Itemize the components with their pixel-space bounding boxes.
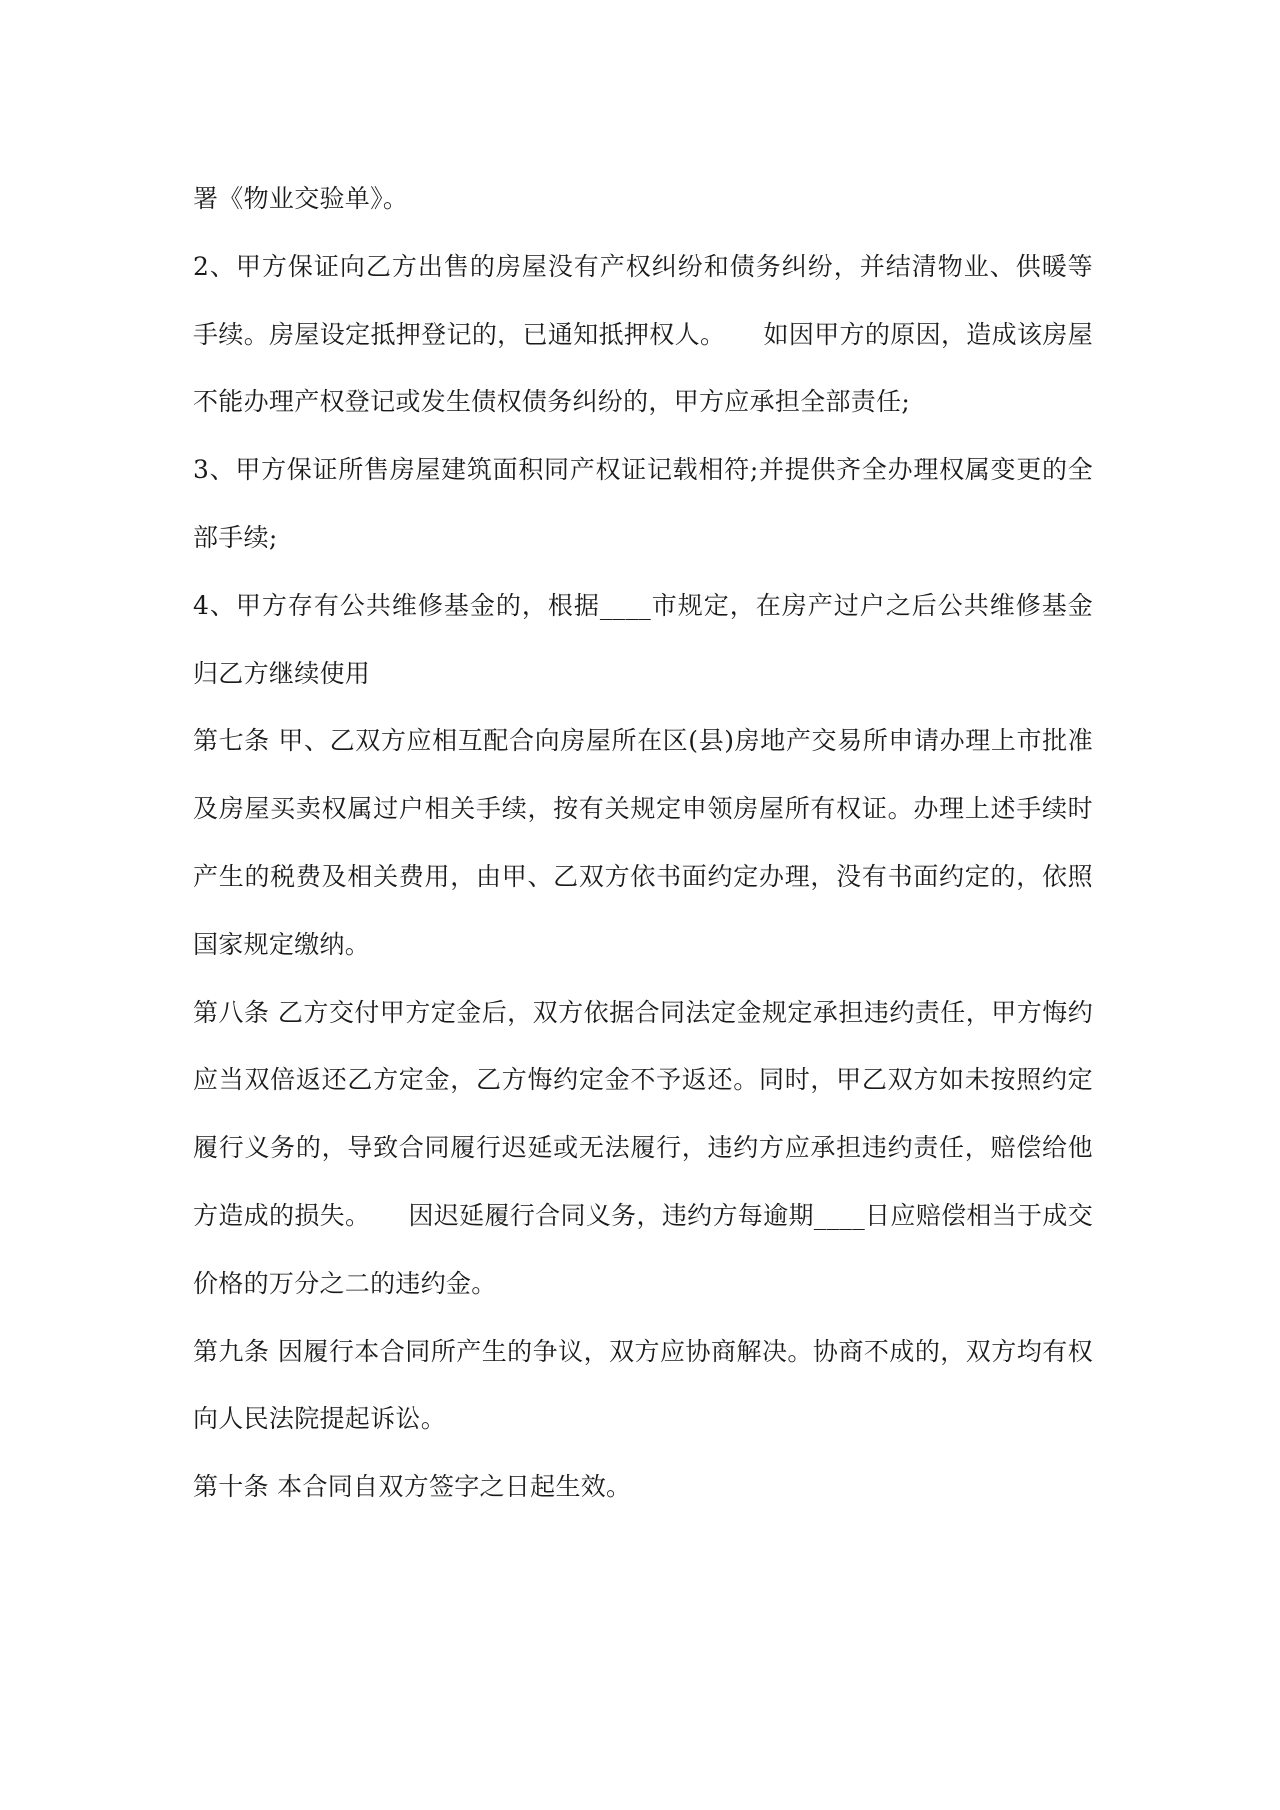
- paragraph-continuation: 署《物业交验单》。: [193, 184, 409, 213]
- paragraph-clause-2: 2、甲方保证向乙方出售的房屋没有产权纠纷和债务纠纷，并结清物业、供暖等手续。房屋设定抵押登记的，已通知抵押权人。 如因甲方的原因，造成该房屋不能办理产权登记或发生债权债务纠纷的，甲方应承担全部责任;: [193, 251, 1093, 417]
- paragraph-article-10: 第十条 本合同自双方签字之日起生效。: [193, 1472, 632, 1502]
- paragraph-clause-4: 4、甲方存有公共维修基金的，根据____市规定，在房产过户之后公共维修基金归乙方继续使用: [193, 590, 1093, 688]
- document-body: [193, 165, 1093, 1521]
- paragraph-article-8: 第八条 乙方交付甲方定金后，双方依据合同法定金规定承担违约责任，甲方悔约应当双倍返还乙方定金，乙方悔约定金不予返还。同时，甲乙双方如未按照约定履行义务的，导致合同履行迟延或无法履行，违约方应承担违约责任，赔偿给他方造成的损失。 因迟延履行合同义务，违约方每逾期____日应赔偿相当于成交价格的万分之二的违约金。: [193, 997, 1093, 1298]
- paragraph-article-7: 第七条 甲、乙双方应相互配合向房屋所在区(县)房地产交易所申请办理上市批准及房屋买卖权属过户相关手续，按有关规定申领房屋所有权证。办理上述手续时产生的税费及相关费用，由甲、乙双方依书面约定办理，没有书面约定的，依照国家规定缴纳。: [193, 726, 1093, 959]
- paragraph-article-9: 第九条 因履行本合同所产生的争议，双方应协商解决。协商不成的，双方均有权向人民法院提起诉讼。: [193, 1336, 1093, 1434]
- paragraph-clause-3: 3、甲方保证所售房屋建筑面积同产权证记载相符;并提供齐全办理权属变更的全部手续;: [193, 455, 1093, 552]
